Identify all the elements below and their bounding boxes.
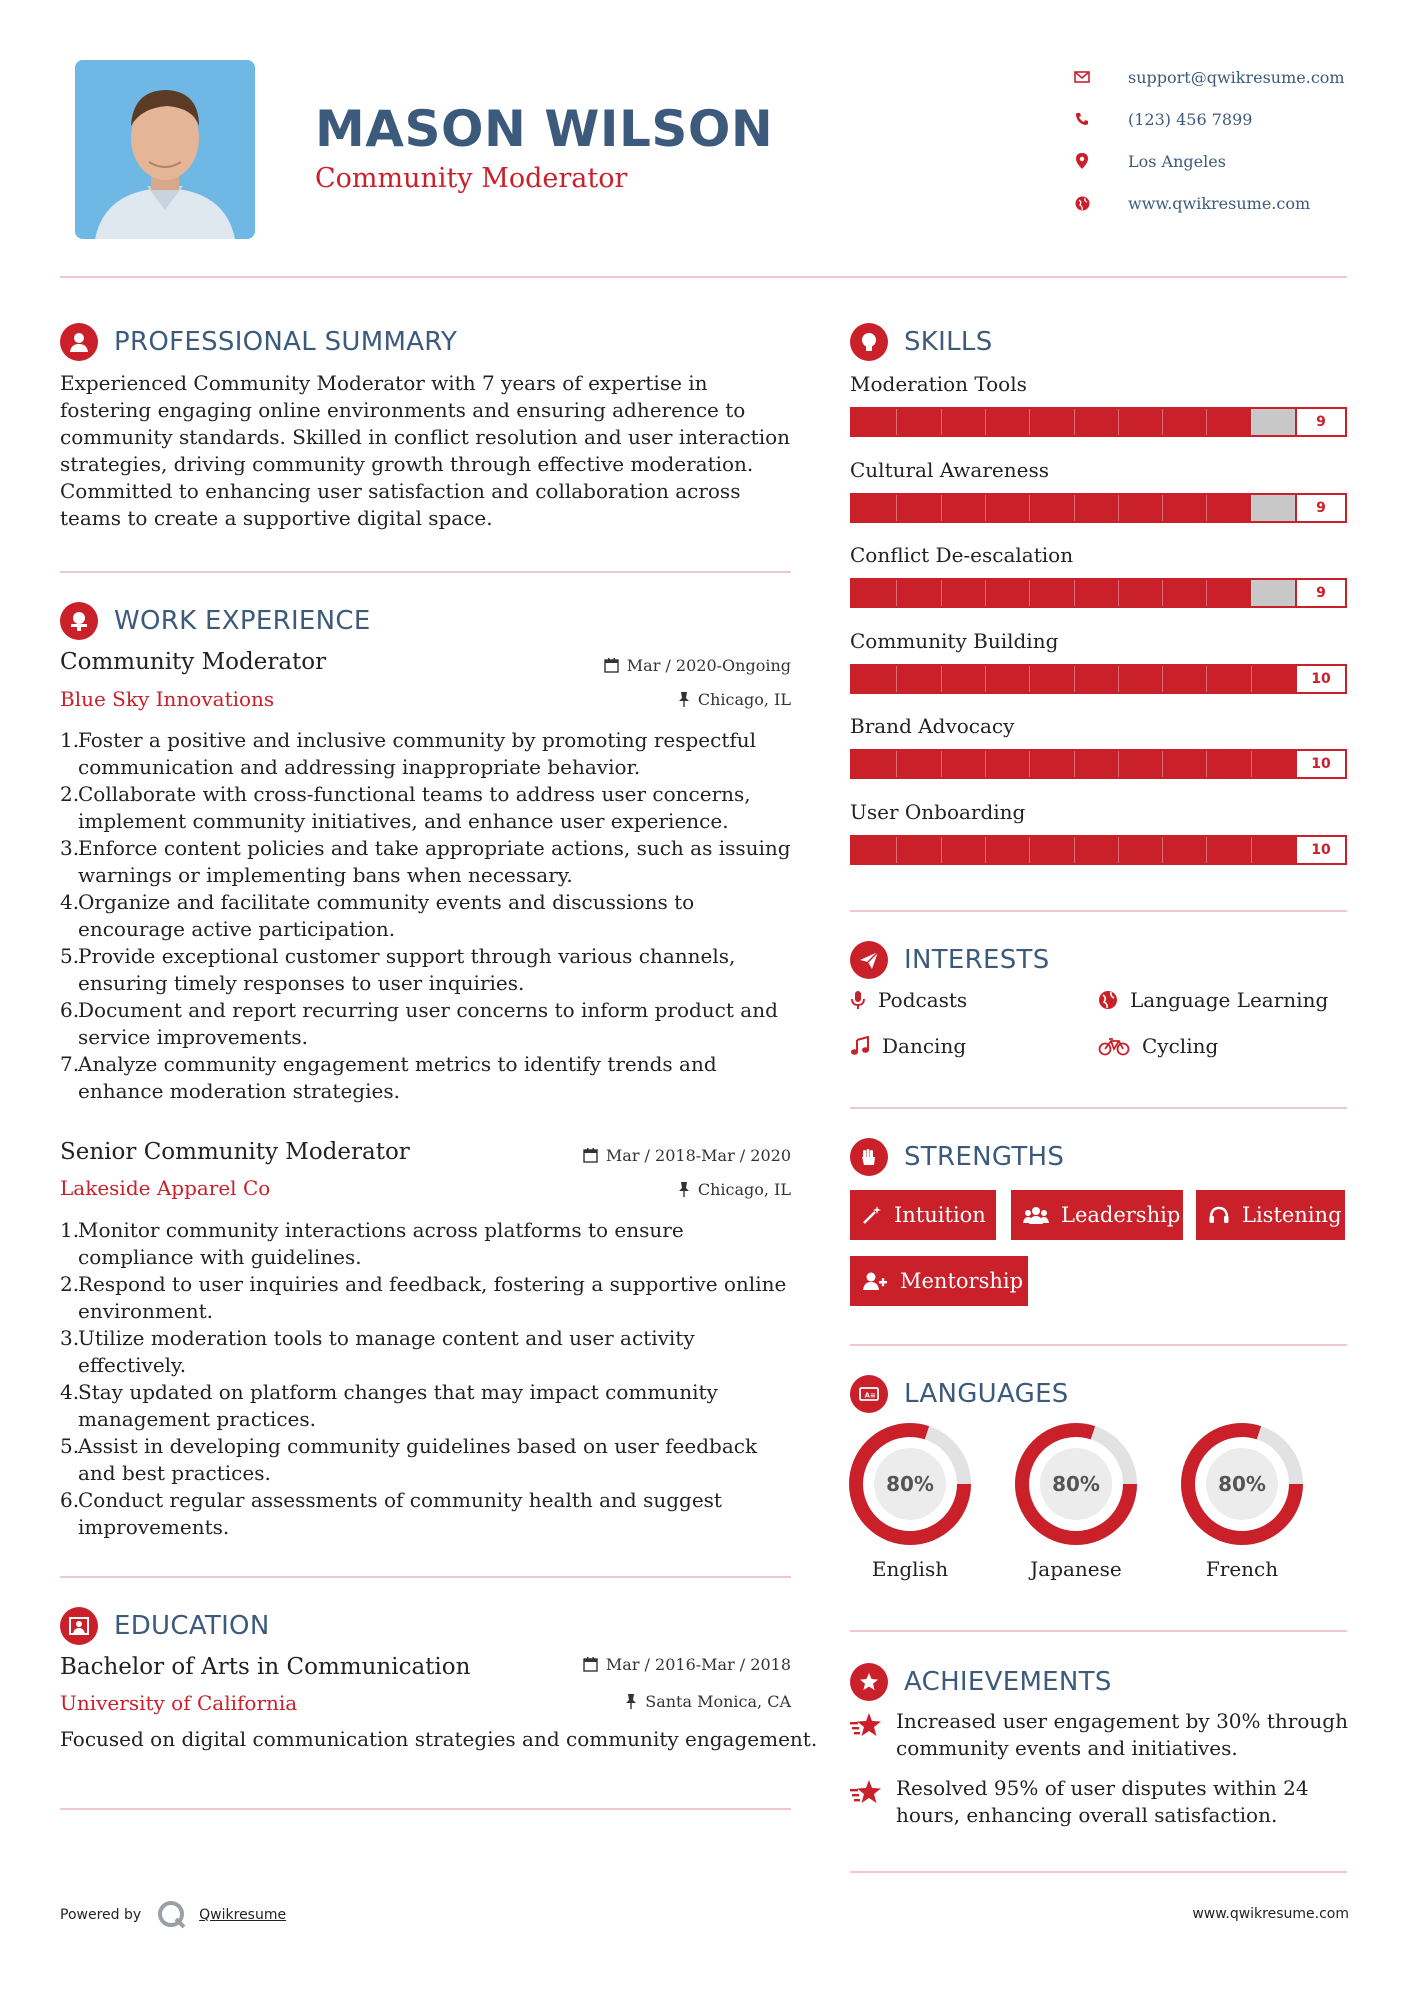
briefcase-icon [60, 602, 98, 640]
strength-label: Leadership [1061, 1203, 1181, 1227]
lightbulb-icon [850, 323, 888, 361]
list-item: Organize and facilitate community events and discussions to encourage active participation. [78, 890, 695, 941]
languages-heading [850, 1375, 1069, 1413]
skill-value: 10 [1295, 751, 1345, 777]
skill-bar-segment [1118, 751, 1119, 777]
skill-bar-fill [852, 751, 1345, 777]
interest-label: Cycling [1142, 1034, 1219, 1058]
star-icon [850, 1708, 896, 1762]
skill-bar-segment [1118, 666, 1119, 692]
skill-bar-segment [896, 495, 897, 521]
skill-bar-segment [941, 580, 942, 606]
interests-divider [850, 1107, 1347, 1109]
skills-title: SKILLS [904, 327, 993, 357]
strengths-divider [850, 1344, 1347, 1346]
achievement-item [850, 1775, 1360, 1829]
skill-bar-segment [941, 409, 942, 435]
achievements-heading [850, 1663, 1112, 1701]
skill-bar-segment [896, 666, 897, 692]
strength-label: Mentorship [900, 1269, 1024, 1293]
list-item: Document and report recurring user concerns to inform product and service improvements. [78, 998, 778, 1049]
strength-chip [850, 1256, 1028, 1306]
skill-bar-segment [1162, 666, 1163, 692]
skill-bar-segment [985, 580, 986, 606]
skill-bar-segment [1074, 495, 1075, 521]
education-divider [60, 1808, 791, 1810]
achievements-divider [850, 1871, 1347, 1873]
skill-bar [850, 835, 1347, 865]
degree-title: Bachelor of Arts in Communication [60, 1654, 471, 1680]
summary-title: PROFESSIONAL SUMMARY [114, 327, 458, 357]
interest-item [850, 988, 967, 1012]
contact-phone[interactable] [1070, 98, 1390, 140]
languages-divider [850, 1630, 1347, 1632]
job-title: Community Moderator [60, 649, 327, 675]
footer-url[interactable]: www.qwikresume.com [1192, 1906, 1349, 1922]
education-location-text: Santa Monica, CA [645, 1692, 791, 1711]
skill-bar [850, 749, 1347, 779]
calendar-icon [583, 1657, 598, 1672]
pushpin-icon [678, 1182, 690, 1197]
skill-bar-segment [1251, 580, 1252, 606]
job-location [500, 1180, 791, 1199]
skill-bar-segment [1206, 751, 1207, 777]
language-ring-chart [1180, 1422, 1304, 1546]
skills-divider [850, 910, 1347, 912]
skill-name: Community Building [850, 628, 1059, 653]
job-company: Blue Sky Innovations [60, 687, 275, 711]
skill-bar-fill [852, 409, 1251, 435]
skill-bar-segment [1118, 495, 1119, 521]
paper-plane-icon [850, 941, 888, 979]
skill-bar-segment [1206, 666, 1207, 692]
header-divider [60, 276, 1347, 278]
skill-name: Brand Advocacy [850, 714, 1015, 738]
skill-bar-segment [1162, 580, 1163, 606]
skill-bar-segment [1206, 837, 1207, 863]
skill-bar-segment [985, 837, 986, 863]
skill-name: Moderation Tools [850, 372, 1027, 396]
languages-title: LANGUAGES [904, 1379, 1069, 1409]
skill-bar-segment [941, 666, 942, 692]
contact-website[interactable] [1070, 182, 1390, 224]
list-item: Conduct regular assessments of community health and suggest improvements. [78, 1488, 722, 1539]
skill-bar-segment [941, 495, 942, 521]
strength-label: Listening [1242, 1203, 1342, 1227]
education-date-text: Mar / 2016-Mar / 2018 [605, 1655, 791, 1674]
contact-website-text: www.qwikresume.com [1128, 193, 1311, 213]
skill-bar-fill [852, 837, 1345, 863]
summary-divider [60, 571, 791, 573]
map-pin-icon [1070, 153, 1094, 169]
list-item: Monitor community interactions across platforms to ensure compliance with guidelines. [78, 1218, 684, 1269]
skill-bar-segment [1029, 837, 1030, 863]
skill-bar-segment [896, 751, 897, 777]
skill-bar [850, 407, 1347, 437]
skill-name: Conflict De-escalation [850, 543, 1074, 567]
skill-value: 10 [1295, 837, 1345, 863]
globe-icon [1070, 196, 1094, 211]
skill-bar-segment [1251, 751, 1252, 777]
education-date [500, 1655, 791, 1674]
skill-bar-segment [896, 580, 897, 606]
skills-heading [850, 323, 993, 361]
skill-bar-segment [1118, 837, 1119, 863]
skill-bar-segment [1206, 495, 1207, 521]
list-item: Provide exceptional customer support through various channels, ensuring timely responses to user inquiries. [78, 944, 736, 995]
svg-text:A: A [864, 1391, 870, 1400]
skill-bar-segment [1118, 409, 1119, 435]
phone-icon [1070, 112, 1094, 126]
achievement-text: Resolved 95% of user disputes within 24 hours, enhancing overall satisfaction. [896, 1776, 1309, 1827]
skill-bar-segment [1074, 580, 1075, 606]
skill-bar-segment [1206, 580, 1207, 606]
contact-list [1070, 56, 1390, 224]
svg-text:≡: ≡ [870, 1391, 876, 1400]
skill-bar-segment [1162, 495, 1163, 521]
skill-bar-segment [1251, 409, 1252, 435]
calendar-icon [604, 658, 619, 673]
skill-bar [850, 578, 1347, 608]
profile-photo [75, 60, 255, 239]
user-plus-icon [862, 1271, 888, 1291]
contact-location [1070, 140, 1390, 182]
skill-bar-segment [1074, 837, 1075, 863]
job-responsibilities [60, 1217, 800, 1541]
language-name: French [1205, 1557, 1279, 1581]
contact-phone-text: (123) 456 7899 [1128, 109, 1253, 129]
language-ring-chart [848, 1422, 972, 1546]
education-title: EDUCATION [114, 1611, 270, 1641]
envelope-icon [1070, 71, 1094, 83]
skill-bar-segment [985, 751, 986, 777]
interest-label: Language Learning [1130, 988, 1329, 1012]
skill-bar-segment [896, 837, 897, 863]
calendar-icon [583, 1148, 598, 1163]
interest-item [1098, 988, 1328, 1012]
bicycle-icon [1098, 1036, 1130, 1056]
skill-bar-fill [852, 495, 1251, 521]
language-percent: 80% [886, 1472, 934, 1496]
skill-bar-segment [1162, 409, 1163, 435]
list-item: Utilize moderation tools to manage content and user activity effectively. [78, 1326, 695, 1377]
education-heading [60, 1607, 270, 1645]
job-date-text: Mar / 2018-Mar / 2020 [605, 1146, 791, 1165]
interest-item [850, 1034, 966, 1058]
fist-icon [850, 1138, 888, 1176]
language-percent: 80% [1218, 1472, 1266, 1496]
skill-bar-segment [1074, 751, 1075, 777]
skill-bar-segment [1029, 580, 1030, 606]
interest-label: Podcasts [878, 988, 968, 1012]
list-item: Foster a positive and inclusive community by promoting respectful communication and addressing inappropriate behavior. [78, 728, 757, 779]
skill-bar-segment [985, 666, 986, 692]
strengths-title: STRENGTHS [904, 1142, 1065, 1172]
skill-bar-segment [896, 409, 897, 435]
star-icon [850, 1775, 896, 1829]
achievements-title: ACHIEVEMENTS [904, 1667, 1112, 1697]
skill-bar-segment [941, 837, 942, 863]
skill-bar-segment [1162, 751, 1163, 777]
candidate-name: MASON WILSON [315, 100, 774, 158]
skill-bar-segment [941, 751, 942, 777]
experience-title: WORK EXPERIENCE [114, 606, 371, 636]
skill-bar-segment [1074, 409, 1075, 435]
summary-text: Experienced Community Moderator with 7 years of expertise in fostering engaging online environments and ensuring adherence to community standards. Skilled in conflict resolution and user interaction strategies, driving community growth through effective moderation. Committed to enhancing user satisfaction and collaboration across teams to create a supportive digital space. [60, 371, 791, 530]
skill-bar-segment [1251, 495, 1252, 521]
strengths-heading [850, 1138, 1064, 1176]
language-percent: 80% [1052, 1472, 1100, 1496]
interests-title: INTERESTS [904, 945, 1050, 975]
interest-item [1098, 1034, 1218, 1058]
list-item: Enforce content policies and take appropriate actions, such as issuing warnings or implementing bans when necessary. [78, 836, 791, 887]
music-note-icon [850, 1036, 870, 1056]
list-item: Respond to user inquiries and feedback, fostering a supportive online environment. [78, 1272, 787, 1323]
star-badge-icon [850, 1663, 888, 1701]
list-item: Assist in developing community guidelines based on user feedback and best practices. [78, 1434, 758, 1485]
job-date [500, 656, 791, 675]
footer-powered-by [60, 1900, 286, 1930]
skill-bar-segment [1029, 751, 1030, 777]
contact-location-text: Los Angeles [1128, 151, 1226, 171]
skill-name: Cultural Awareness [850, 457, 1049, 482]
skill-bar [850, 664, 1347, 694]
experience-heading [60, 602, 371, 640]
list-item: Analyze community engagement metrics to identify trends and enhance moderation strategies. [78, 1052, 717, 1103]
list-item: Collaborate with cross-functional teams to address user concerns, implement community initiatives, and enhance user experience. [78, 782, 751, 833]
interests-heading [850, 941, 1050, 979]
skill-bar-segment [1029, 666, 1030, 692]
job-date [500, 1146, 791, 1165]
summary-heading [60, 323, 457, 361]
skill-value: 9 [1295, 580, 1345, 606]
skill-bar-segment [1251, 837, 1252, 863]
strength-label: Intuition [894, 1203, 986, 1227]
microphone-icon [850, 990, 866, 1010]
language-name: Japanese [1030, 1557, 1122, 1581]
strength-chip [1011, 1190, 1183, 1240]
job-location [500, 690, 791, 709]
school-name: University of California [60, 1691, 298, 1715]
pushpin-icon [678, 692, 690, 707]
pushpin-icon [625, 1694, 637, 1709]
job-location-text: Chicago, IL [697, 1180, 791, 1199]
graduate-icon [60, 1607, 98, 1645]
job-company: Lakeside Apparel Co [60, 1176, 271, 1200]
list-item: Stay updated on platform changes that may impact community management practices. [78, 1380, 718, 1431]
job-date-text: Mar / 2020-Ongoing [626, 656, 791, 675]
job-location-text: Chicago, IL [697, 690, 791, 709]
user-icon [60, 323, 98, 361]
achievement-item [850, 1708, 1360, 1762]
skill-bar-fill [852, 580, 1251, 606]
language-name: English [871, 1557, 949, 1581]
strength-chip [1196, 1190, 1345, 1240]
contact-email[interactable] [1070, 56, 1390, 98]
skill-bar-segment [1029, 409, 1030, 435]
job-title: Senior Community Moderator [60, 1139, 410, 1165]
qwikresume-logo-icon [157, 1900, 187, 1930]
skill-bar-segment [1162, 837, 1163, 863]
skill-bar-segment [985, 409, 986, 435]
contact-email-text: support@qwikresume.com [1128, 67, 1345, 87]
skill-bar-fill [852, 666, 1345, 692]
achievement-text: Increased user engagement by 30% through community events and initiatives. [896, 1709, 1348, 1760]
language-icon [850, 1375, 888, 1413]
skill-bar-segment [1074, 666, 1075, 692]
education-description: Focused on digital communication strategies and community engagement. [60, 1727, 818, 1751]
magic-wand-icon [862, 1205, 882, 1225]
interest-label: Dancing [882, 1034, 967, 1058]
skill-bar-segment [1118, 580, 1119, 606]
experience-divider [60, 1576, 791, 1578]
skill-bar [850, 493, 1347, 523]
brand-link[interactable]: Qwikresume [199, 1907, 287, 1923]
skill-bar-segment [1251, 666, 1252, 692]
language-ring [1014, 1422, 1138, 1546]
users-icon [1023, 1205, 1049, 1225]
skill-name: User Onboarding [850, 799, 1026, 824]
strength-chip [850, 1190, 996, 1240]
skill-value: 9 [1295, 409, 1345, 435]
skill-bar-segment [1206, 409, 1207, 435]
candidate-role: Community Moderator [315, 163, 628, 194]
skill-value: 9 [1295, 495, 1345, 521]
skill-bar-segment [1029, 495, 1030, 521]
powered-by-text: Powered by [60, 1907, 142, 1923]
language-ring [1180, 1422, 1304, 1546]
globe-icon [1098, 990, 1118, 1010]
language-ring [848, 1422, 972, 1546]
skill-bar-segment [985, 495, 986, 521]
skill-value: 10 [1295, 666, 1345, 692]
headphones-icon [1208, 1205, 1230, 1225]
job-responsibilities [60, 727, 800, 1105]
education-location [500, 1692, 791, 1711]
language-ring-chart [1014, 1422, 1138, 1546]
